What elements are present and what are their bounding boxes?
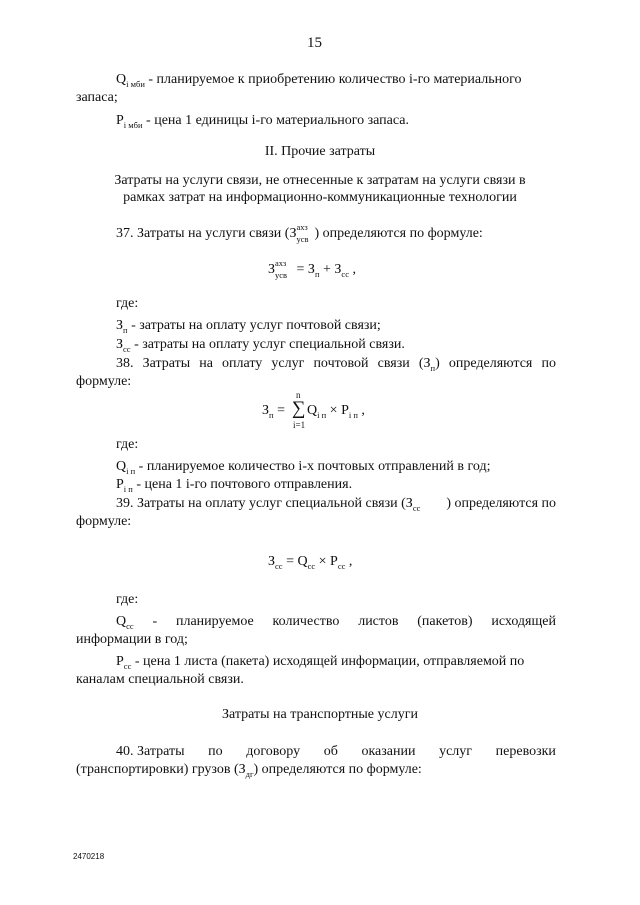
formula1-rhs-b: + З [319,262,342,277]
p38-symbol-group [419,356,440,372]
q-mbi-subscript: i мби [126,78,145,89]
p37-text-b: ) определяются по формуле: [314,226,483,241]
p38-word: 38. [116,356,134,371]
p39-text-b: ) определяются по [446,496,556,511]
document-code: 2470218 [73,852,105,861]
p40-word: услуг [439,744,473,759]
p-mbi-subscript: i мби [123,119,143,130]
p40-word: об [323,744,338,759]
section-title: II. Прочие затраты [264,144,376,159]
pip-text: - цена 1 i-го почтового отправления. [132,477,353,492]
zcc-symbol: З [116,337,124,352]
pcc-definition-line2: каналам специальной связи. [76,672,244,687]
zcc-definition [116,337,405,353]
paragraph-40-line2 [76,762,422,778]
paragraph-37 [116,222,483,244]
p40-subscript: дг [245,768,254,779]
formula2-lower-limit: i=1 [293,420,306,430]
subsection-heading-line1: Затраты на услуги связи, не отнесенные к затратам на услуги связи в [114,173,526,188]
qcc-definition-line2: информации в год; [76,632,188,647]
paragraph-39-line1 [116,496,556,512]
paragraph-40-line1 [116,744,556,760]
p40-word: договору [246,744,301,759]
p37-subscript: усв [296,234,309,244]
p38-word: связи [377,356,410,371]
p38-word: оплату [222,356,263,371]
formula3-p-subscript: сс [337,560,346,571]
p40-text-b: ) определяются по формуле: [253,762,422,777]
qip-symbol: Q [116,459,127,474]
where-label-2: где: [116,437,139,452]
pip-symbol: P [116,477,124,492]
p38-paren: ) [435,356,440,371]
p38-subscript: п [430,362,436,373]
formula2-lhs [262,403,285,419]
p-symbol: P [116,113,124,128]
formula3-z: З [268,554,276,569]
formula3-q-subscript: сс [307,560,316,571]
formula1-z: З [268,262,276,277]
zp-definition [116,318,381,334]
paragraph-39-line2: формуле: [76,514,132,529]
formula2-q: Q [307,403,318,418]
pcc-text: - цена 1 листа (пакета) исходящей информации, отправляемой по [131,654,525,669]
zp-text: - затраты на оплату услуг почтовой связи; [127,318,381,333]
p38-symbol: (З [418,356,431,371]
paragraph-38-line1 [116,356,556,372]
qip-subscript: i п [126,465,136,476]
qcc-symbol-group [116,614,134,630]
p40-word: перевозки [495,744,556,759]
subsection-heading-line2: рамках затрат на информационно-коммуникационные технологии [123,190,517,205]
where-label-3: где: [116,592,139,607]
formula1-rhs-a: = З [293,262,315,277]
q-mbi-definition [116,72,522,88]
sum-symbol: ∑ [292,398,306,419]
formula2-times-p: × P [326,403,349,418]
zcc-subscript: сс [123,343,131,354]
p39-text-a-group [116,496,420,512]
formula2-rhs [307,403,365,419]
p37-superscript: ахз [296,222,308,232]
q-mbi-definition-cont: запаса; [76,90,118,105]
p40-word: по [208,744,223,759]
page-number: 15 [307,35,322,51]
p-mbi-text: - цена 1 единицы i-го материального запаса. [142,113,409,128]
qcc-dash: - [152,614,158,629]
qcc-symbol: Q [116,614,127,629]
formula-1 [268,258,356,280]
zcc-text: - затраты на оплату услуг специальной связи. [130,337,405,352]
pcc-definition [116,654,524,670]
qcc-word: планируемое [175,614,254,629]
p39-subscript: сс [412,502,421,513]
pcc-subscript: сс [123,660,132,671]
q-mbi-text: - планируемое к приобретению количество i-го материального [144,72,522,87]
p39-text-a: 39. Затраты на оплату услуг специальной связи (З [116,496,413,511]
qcc-word: (пакетов) [417,614,473,629]
p38-word: почтовой [313,356,369,371]
pip-definition [116,477,352,493]
pcc-symbol: P [116,654,124,669]
p40-word: 40. Затраты [116,744,185,759]
zp-symbol: З [116,318,124,333]
qcc-subscript: сс [126,620,134,631]
pip-subscript: i п [123,483,133,494]
p37-text-a: 37. Затраты на услуги связи ( [116,226,290,241]
formula1-sub-p: п [314,268,320,279]
p38-word: на [199,356,213,371]
formula2-equals: = [273,403,285,418]
q-symbol: Q [116,72,127,87]
qip-text: - планируемое количество i-х почтовых отправлений в год; [135,459,491,474]
p40-text-a: (транспортировки) грузов (З [76,762,246,777]
formula2-q-subscript: i п [317,409,327,420]
p38-word: определяются [448,356,533,371]
p37-symbol: З [289,226,297,241]
formula2-upper-limit: n [296,390,301,400]
formula3-times-p: × P [315,554,338,569]
formula2-lhs-subscript: п [269,409,274,420]
formula1-sub-cc: сс [341,268,349,279]
transport-section-title: Затраты на транспортные услуги [222,707,418,722]
p-mbi-definition [116,113,409,129]
p38-word: по [541,356,556,371]
formula-3 [268,554,352,570]
qip-definition [116,459,490,475]
qcc-word: количество [272,614,340,629]
formula3-lhs-subscript: сс [275,560,283,571]
paragraph-38-line2: формуле: [76,374,132,389]
formula1-superscript: ахз [275,258,287,268]
p40-word: оказании [361,744,416,759]
where-label-1: где: [116,296,139,311]
formula3-end: , [345,554,353,569]
formula2-end: , [357,403,365,418]
p38-word: Затраты [142,356,191,371]
formula2-z: З [262,403,270,418]
formula1-end: , [348,262,356,277]
qcc-word: исходящей [491,614,556,629]
formula2-p-subscript: i п [348,409,358,420]
p38-word: услуг [271,356,305,371]
qcc-definition-line1 [116,614,556,630]
zp-subscript: п [123,324,128,335]
formula3-equals-q: = Q [282,554,308,569]
qcc-word: листов [358,614,399,629]
formula1-subscript: усв [275,270,288,280]
